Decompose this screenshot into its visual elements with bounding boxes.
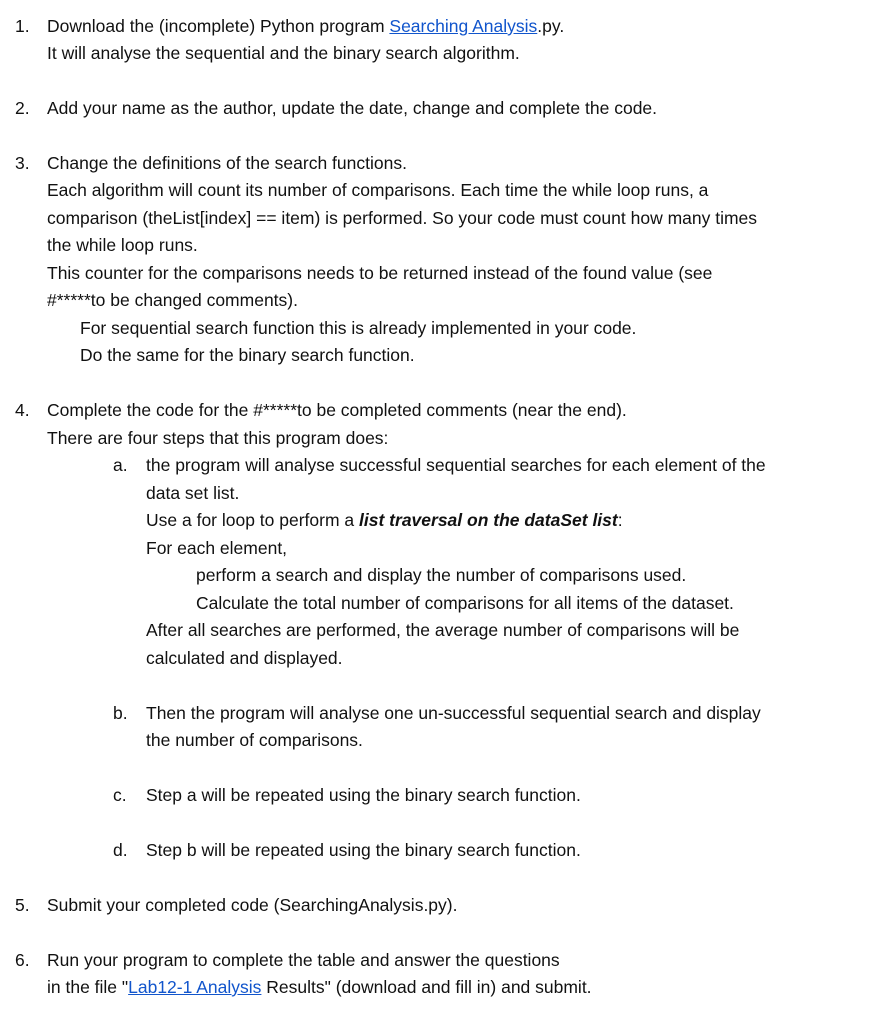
item-6-line-2-text: in the file " — [47, 977, 129, 997]
item-4a-letter: a. — [113, 455, 128, 475]
item-1-extension: .py. — [537, 16, 565, 36]
item-4a-line-7: After all searches are performed, the average number of comparisons will be — [146, 620, 740, 640]
item-4a-line-2: data set list. — [146, 483, 240, 503]
item-4-line-1: Complete the code for the #*****to be completed comments (near the end). — [47, 400, 627, 420]
item-4-line-2: There are four steps that this program does: — [47, 428, 389, 448]
searching-analysis-link[interactable]: Searching Analysis — [389, 16, 538, 36]
item-1-line-2: It will analyse the sequential and the binary search algorithm. — [47, 43, 520, 63]
item-4a-line-8: calculated and displayed. — [146, 648, 343, 668]
item-4a-line-6: Calculate the total number of comparisons for all items of the dataset. — [196, 593, 734, 613]
item-4c-letter: c. — [113, 785, 127, 805]
item-3-line-4: the while loop runs. — [47, 235, 198, 255]
item-4a-line-1: the program will analyse successful sequential searches for each element of the — [146, 455, 766, 475]
item-3-number: 3. — [15, 153, 30, 173]
item-4d-line-1: Step b will be repeated using the binary search function. — [146, 840, 581, 860]
item-6-line-2-rest: Results" (download and fill in) and submit. — [261, 977, 592, 997]
item-2-line-1: Add your name as the author, update the date, change and complete the code. — [47, 98, 658, 118]
item-4b-letter: b. — [113, 703, 128, 723]
item-4a-line-4: For each element, — [146, 538, 288, 558]
item-5-line-1: Submit your completed code (SearchingAnalysis.py). — [47, 895, 458, 915]
item-1-line-1 — [47, 15, 564, 37]
lab12-analysis-link[interactable]: Lab12-1 Analysis — [128, 977, 262, 997]
item-5-number: 5. — [15, 895, 30, 915]
item-3-line-2: Each algorithm will count its number of comparisons. Each time the while loop runs, a — [47, 180, 709, 200]
item-3-line-7: For sequential search function this is already implemented in your code. — [80, 318, 637, 338]
item-3-line-3: comparison (theList[index] == item) is performed. So your code must count how many times — [47, 208, 758, 228]
item-3-line-5: This counter for the comparisons needs to be returned instead of the found value (see — [47, 263, 713, 283]
item-4a-line-5: perform a search and display the number of comparisons used. — [196, 565, 687, 585]
item-4b-line-1: Then the program will analyse one un-successful sequential search and display — [146, 703, 761, 723]
item-6-line-2 — [47, 976, 592, 998]
list-traversal-emphasis: list traversal on the dataSet list — [359, 510, 618, 530]
item-6-number: 6. — [15, 950, 30, 970]
item-4d-letter: d. — [113, 840, 128, 860]
item-2-number: 2. — [15, 98, 30, 118]
item-1-number: 1. — [15, 16, 30, 36]
item-6-line-1: Run your program to complete the table and answer the questions — [47, 950, 560, 970]
item-4-number: 4. — [15, 400, 30, 420]
item-4a-line-3-text: Use a for loop to perform a — [146, 510, 360, 530]
item-4c-line-1: Step a will be repeated using the binary search function. — [146, 785, 581, 805]
item-3-line-1: Change the definitions of the search functions. — [47, 153, 407, 173]
item-4a-line-3 — [146, 509, 623, 531]
item-4a-line-3-colon: : — [617, 510, 623, 530]
item-3-line-6: #*****to be changed comments). — [47, 290, 298, 310]
item-1-text: Download the (incomplete) Python program — [47, 16, 390, 36]
item-3-line-8: Do the same for the binary search function. — [80, 345, 415, 365]
item-4b-line-2: the number of comparisons. — [146, 730, 363, 750]
